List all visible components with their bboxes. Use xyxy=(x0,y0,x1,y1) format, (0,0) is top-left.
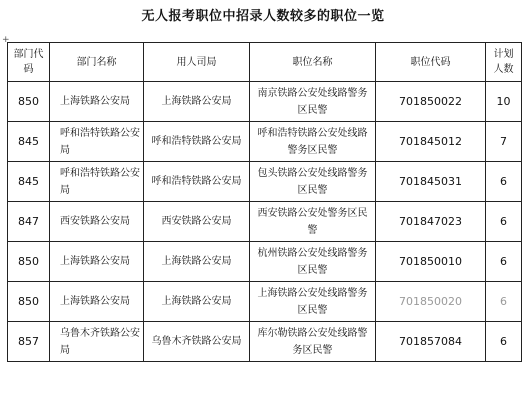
position-code-cell: 701857084 xyxy=(376,322,486,362)
position-name-cell: 库尔勒铁路公安处线路警务区民警 xyxy=(250,322,376,362)
table-row xyxy=(8,162,522,202)
position-code-cell: 701850010 xyxy=(376,242,486,282)
dept-code-cell: 850 xyxy=(8,242,50,282)
table-anchor-icon: + xyxy=(2,35,10,45)
position-code-cell: 701845031 xyxy=(376,162,486,202)
dept-name-cell: 呼和浩特铁路公安局 xyxy=(50,122,144,162)
employer-cell: 上海铁路公安局 xyxy=(144,82,250,122)
header-planned: 计划人数 xyxy=(486,43,522,82)
header-employer: 用人司局 xyxy=(144,43,250,82)
position-name-cell: 西安铁路公安处警务区民警 xyxy=(250,202,376,242)
page-title: 无人报考职位中招录人数较多的职位一览 xyxy=(141,9,385,24)
dept-name-cell: 西安铁路公安局 xyxy=(50,202,144,242)
table-row xyxy=(8,322,522,362)
employer-cell: 上海铁路公安局 xyxy=(144,242,250,282)
header-dept-code: 部门代码 xyxy=(8,43,50,82)
positions-table xyxy=(7,42,522,362)
position-code-cell: 701847023 xyxy=(376,202,486,242)
position-name-cell: 包头铁路公安处线路警务区民警 xyxy=(250,162,376,202)
position-name-cell: 呼和浩特铁路公安处线路警务区民警 xyxy=(250,122,376,162)
position-code-cell: 701850020 xyxy=(376,282,486,322)
table-row xyxy=(8,282,522,322)
table-header-row xyxy=(8,43,522,82)
position-code-cell: 701845012 xyxy=(376,122,486,162)
planned-cell: 6 xyxy=(486,242,522,282)
table-row xyxy=(8,242,522,282)
header-position-name: 职位名称 xyxy=(250,43,376,82)
dept-name-cell: 上海铁路公安局 xyxy=(50,242,144,282)
table-row xyxy=(8,82,522,122)
dept-code-cell: 845 xyxy=(8,162,50,202)
header-dept-name: 部门名称 xyxy=(50,43,144,82)
planned-cell: 10 xyxy=(486,82,522,122)
employer-cell: 西安铁路公安局 xyxy=(144,202,250,242)
dept-name-cell: 上海铁路公安局 xyxy=(50,282,144,322)
table-row xyxy=(8,202,522,242)
position-name-cell: 上海铁路公安处线路警务区民警 xyxy=(250,282,376,322)
dept-name-cell: 上海铁路公安局 xyxy=(50,82,144,122)
dept-code-cell: 847 xyxy=(8,202,50,242)
planned-cell: 6 xyxy=(486,162,522,202)
position-name-cell: 南京铁路公安处线路警务区民警 xyxy=(250,82,376,122)
dept-code-cell: 850 xyxy=(8,282,50,322)
dept-code-cell: 857 xyxy=(8,322,50,362)
dept-name-cell: 呼和浩特铁路公安局 xyxy=(50,162,144,202)
table-row xyxy=(8,122,522,162)
employer-cell: 乌鲁木齐铁路公安局 xyxy=(144,322,250,362)
dept-code-cell: 850 xyxy=(8,82,50,122)
planned-cell: 6 xyxy=(486,322,522,362)
position-code-cell: 701850022 xyxy=(376,82,486,122)
employer-cell: 呼和浩特铁路公安局 xyxy=(144,162,250,202)
header-position-code: 职位代码 xyxy=(376,43,486,82)
employer-cell: 上海铁路公安局 xyxy=(144,282,250,322)
planned-cell: 6 xyxy=(486,202,522,242)
dept-name-cell: 乌鲁木齐铁路公安局 xyxy=(50,322,144,362)
employer-cell: 呼和浩特铁路公安局 xyxy=(144,122,250,162)
dept-code-cell: 845 xyxy=(8,122,50,162)
position-name-cell: 杭州铁路公安处线路警务区民警 xyxy=(250,242,376,282)
planned-cell: 7 xyxy=(486,122,522,162)
planned-cell: 6 xyxy=(486,282,522,322)
